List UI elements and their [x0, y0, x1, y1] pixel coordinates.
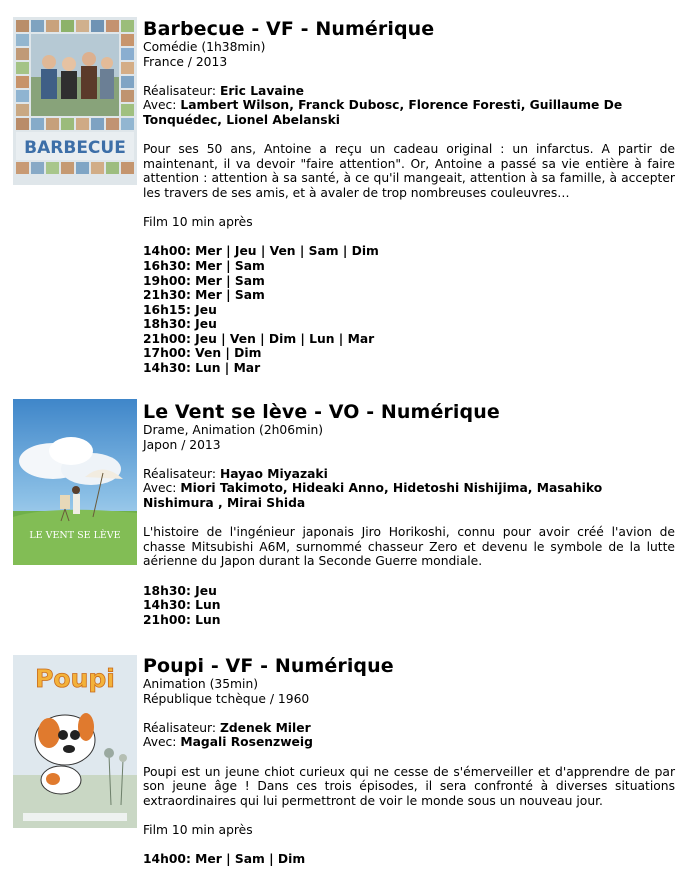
film-director — [143, 721, 675, 736]
schedule-line: 18h30: Jeu — [143, 583, 217, 598]
film-info — [143, 18, 675, 376]
poster-title-text: Poupi — [35, 664, 115, 693]
schedule-line: 21h30: Mer | Sam — [143, 288, 265, 303]
movie-poster[interactable] — [13, 17, 137, 185]
schedule-line: 21h00: Lun — [143, 612, 221, 627]
film-cast — [143, 98, 675, 127]
poster-title-text: BARBECUE — [24, 138, 126, 158]
director-label: Réalisateur: — [143, 466, 220, 481]
cast-label: Avec: — [143, 735, 181, 750]
cast-names: Lambert Wilson, Franck Dubosc, Florence Foresti, Guillaume De Tonquédec, Lionel Abelanski — [143, 98, 623, 127]
schedule-line: 16h15: Jeu — [143, 302, 217, 317]
film-synopsis: L'histoire de l'ingénieur japonais Jiro Horikoshi, connu pour avoir créé l'avion de chasse Mitsubishi A6M, surnommé chasseur Zero et devenu le symbole de la lutte aérienne du Japon durant la Seconde Guerre mondiale. — [143, 525, 675, 569]
film-genre: Comédie (1h38min) — [143, 40, 266, 54]
film-genre: Animation (35min) — [143, 677, 259, 691]
film-cast — [143, 735, 675, 750]
director-name: Eric Lavaine — [219, 83, 304, 98]
schedule-line: 19h00: Mer | Sam — [143, 273, 265, 288]
director-label: Réalisateur: — [143, 83, 220, 98]
movie-poster[interactable] — [13, 399, 137, 565]
cast-names: Miori Takimoto, Hideaki Anno, Hidetoshi Nishijima, Masahiko Nishimura , Mirai Shida — [143, 481, 603, 510]
director-name: Zdenek Miler — [219, 720, 311, 735]
schedule-line: 16h30: Mer | Sam — [143, 258, 265, 273]
film-cast — [143, 481, 675, 510]
film-title[interactable]: Barbecue - VF - Numérique — [143, 18, 435, 40]
film-info — [143, 401, 675, 627]
film-synopsis: Poupi est un jeune chiot curieux qui ne cesse de s'émerveiller et d'apprendre de par son jeune âge ! Dans ces trois épisodes, il sera confronté à diverses situations extraordinaires qui lui permettront de voir le monde sous un nouveau jour. — [143, 764, 675, 808]
schedule-line: 21h00: Jeu | Ven | Dim | Lun | Mar — [143, 331, 375, 346]
film-info — [143, 655, 675, 867]
film-origin: République tchèque / 1960 — [143, 691, 310, 706]
film-note: Film 10 min après — [143, 822, 253, 837]
schedule-line: 17h00: Ven | Dim — [143, 346, 262, 361]
director-name: Hayao Miyazaki — [219, 466, 328, 481]
film-synopsis: Pour ses 50 ans, Antoine a reçu un cadeau original : un infarctus. A partir de maintenant, il va devoir "faire attention". Or, Antoine a passé sa vie entière à faire attention : attention à sa santé, à ce qu'il mangeait, attention à sa famille, à accepter les travers de ses amis, et à avaler de trop nombreuses couleuvres… — [143, 142, 675, 200]
film-director — [143, 84, 675, 99]
film-origin: France / 2013 — [143, 54, 228, 69]
schedule-line: 14h30: Lun | Mar — [143, 361, 261, 376]
movie-poster[interactable] — [13, 655, 137, 828]
film-title[interactable]: Poupi - VF - Numérique — [143, 655, 394, 677]
director-label: Réalisateur: — [143, 720, 220, 735]
cast-names: Magali Rosenzweig — [180, 735, 313, 750]
film-note: Film 10 min après — [143, 215, 253, 230]
film-title[interactable]: Le Vent se lève - VO - Numérique — [143, 401, 500, 423]
cast-label: Avec: — [143, 481, 181, 496]
cast-label: Avec: — [143, 98, 181, 113]
poster-title-text: LE VENT SE LÈVE — [29, 530, 121, 541]
schedule-line: 14h00: Mer | Jeu | Ven | Sam | Dim — [143, 244, 379, 259]
film-genre: Drame, Animation (2h06min) — [143, 423, 324, 437]
film-origin: Japon / 2013 — [143, 437, 221, 452]
schedule-line: 14h30: Lun — [143, 598, 221, 613]
film-director — [143, 467, 675, 482]
schedule-line: 18h30: Jeu — [143, 317, 217, 332]
schedule-line: 14h00: Mer | Sam | Dim — [143, 852, 306, 867]
